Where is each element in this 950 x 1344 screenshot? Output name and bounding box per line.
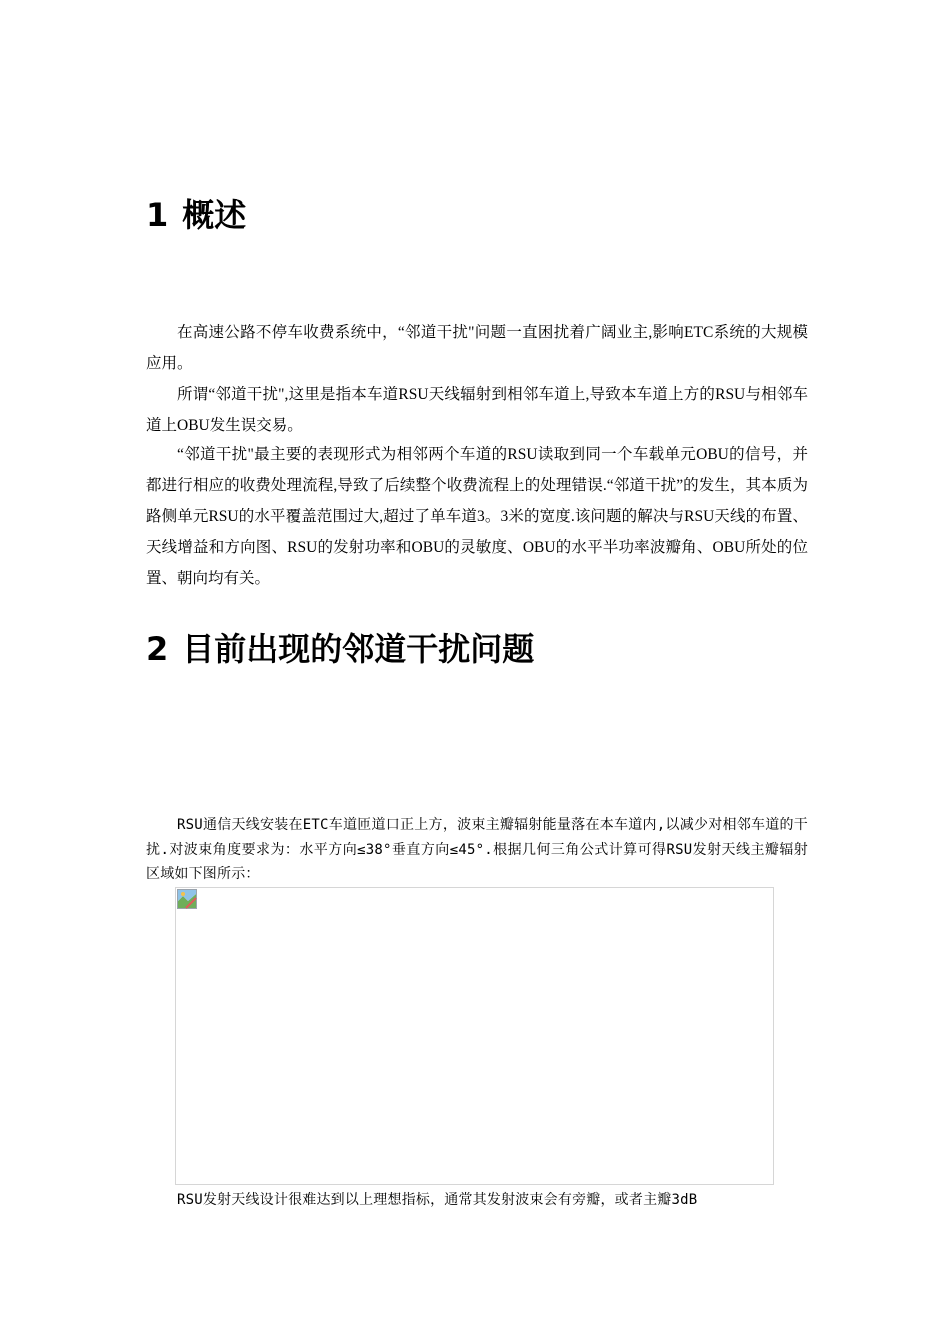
figure-placeholder xyxy=(175,887,774,1185)
section-1-paragraph-3: “邻道干扰"最主要的表现形式为相邻两个车道的RSU读取到同一个车载单元OBU的信号，并都进行相应的收费处理流程,导致了后续整个收费流程上的处理错误.“邻道干扰”的发生，其本质为路侧单元RSU的水平覆盖范围过大,超过了单车道3。3米的宽度.该问题的解决与RSU天线的布置、天线增益和方向图、RSU的发射功率和OBU的灵敏度、OBU的水平半功率波瓣角、OBU所处的位置、朝向均有关。 xyxy=(146,446,808,587)
section-2-title: 目前出现的邻道干扰问题 xyxy=(182,630,535,668)
section-2-paragraph-1: RSU通信天线安装在ETC车道匝道口正上方，波束主瓣辐射能量落在本车道内,以减少对相邻车道的干扰.对波束角度要求为：水平方向≤38°垂直方向≤45°.根据几何三角公式计算可得RSU发射天线主瓣辐射区域如下图所示： xyxy=(146,817,808,882)
section-1-heading xyxy=(146,195,246,235)
section-2-paragraph-2: RSU发射天线设计很难达到以上理想指标，通常其发射波束会有旁瓣，或者主瓣3dB xyxy=(177,1192,698,1208)
section-2-heading xyxy=(146,629,534,669)
section-1-number: 1 xyxy=(146,196,169,234)
section-1-paragraph-2: 所谓“邻道干扰",这里是指本车道RSU天线辐射到相邻车道上,导致本车道上方的RSU与相邻车道上OBU发生误交易。 xyxy=(146,386,808,434)
section-1-paragraph-1: 在高速公路不停车收费系统中，“邻道干扰"问题一直困扰着广阔业主,影响ETC系统的大规模应用。 xyxy=(146,324,808,372)
section-1-title: 概述 xyxy=(182,196,247,234)
section-2-number: 2 xyxy=(146,630,169,668)
broken-image-icon xyxy=(177,889,197,909)
